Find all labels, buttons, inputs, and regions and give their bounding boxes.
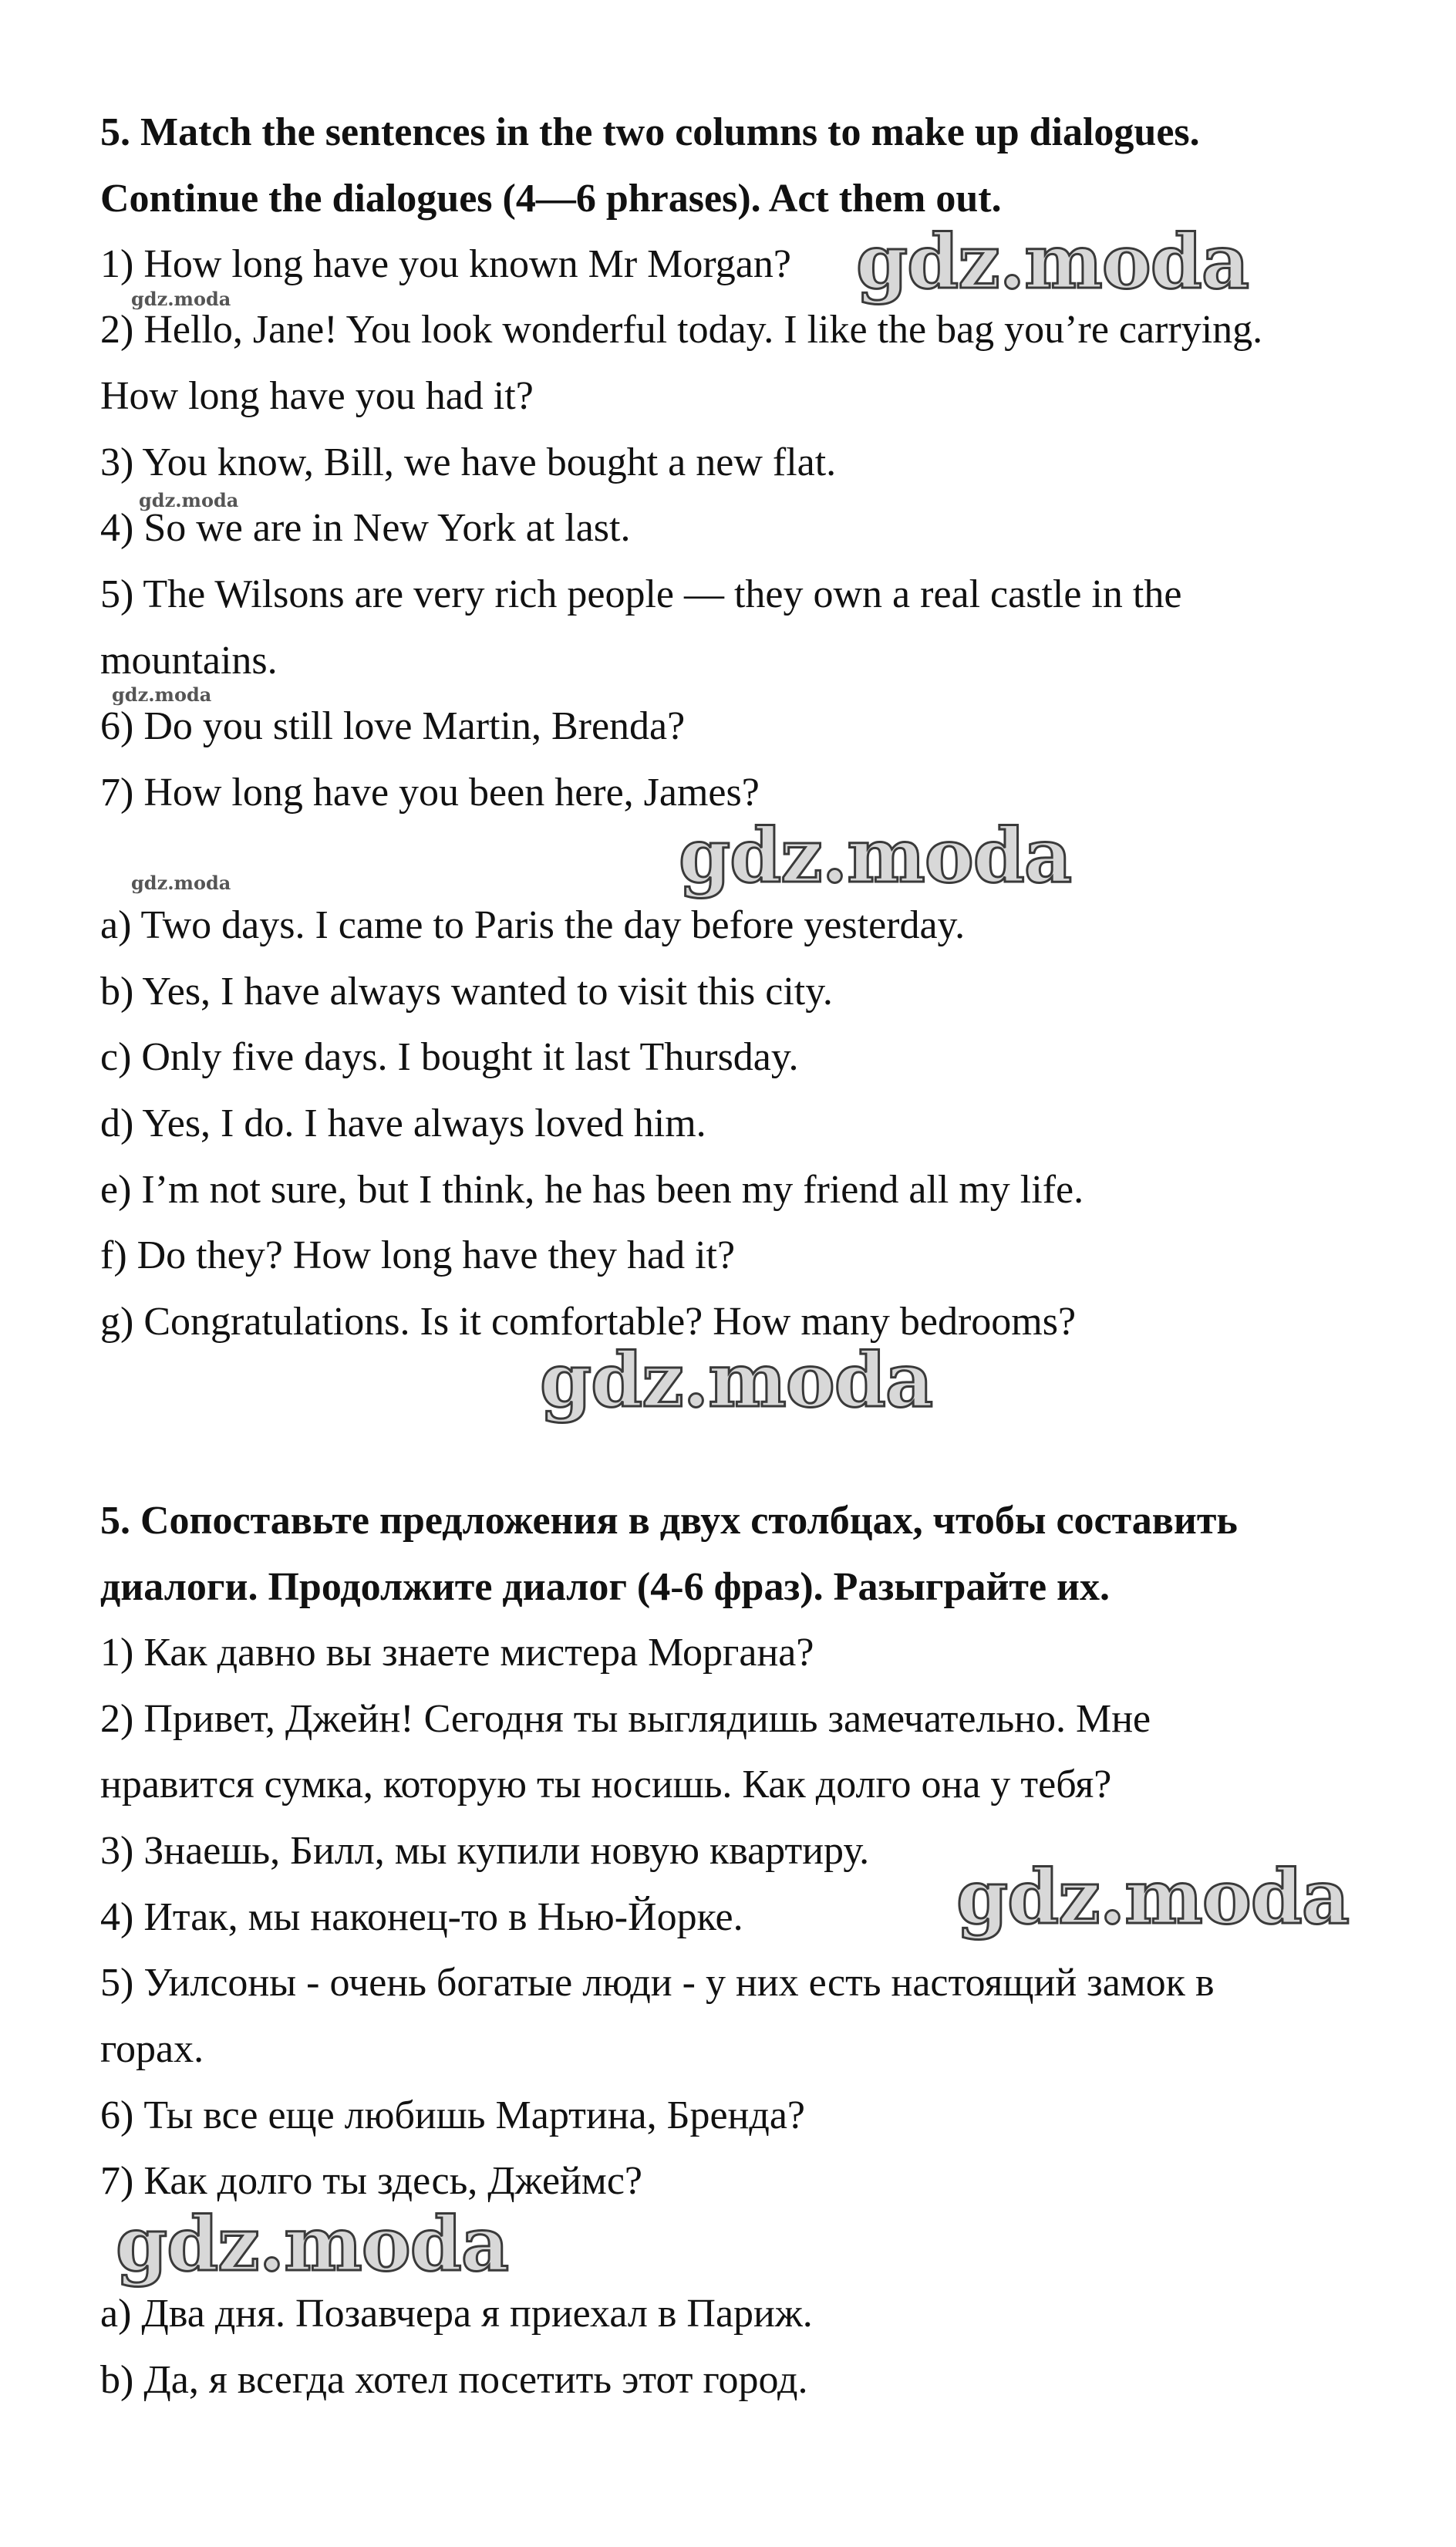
english-line: 1) How long have you known Mr Morgan? [100,242,791,286]
russian-line: нравится сумка, которую ты носишь. Как долго она у тебя? [100,1763,1112,1807]
english-title-line-2: Continue the dialogues (4—6 phrases). Act them out. [100,177,1002,221]
russian-line: 3) Знаешь, Билл, мы купили новую квартиру. [100,1829,870,1873]
english-line: How long have you had it? [100,374,534,418]
watermark-small: gdz.moda [131,288,231,310]
english-answer-line: f) Do they? How long have they had it? [100,1233,736,1277]
russian-line: 6) Ты все еще любишь Мартина, Бренда? [100,2093,805,2137]
english-line: 6) Do you still love Martin, Brenda? [100,704,686,748]
watermark-logo: gdz.moda [679,812,1072,899]
watermark-logo: gdz.moda [540,1337,933,1424]
english-answer-line: g) Congratulations. Is it comfortable? How many bedrooms? [100,1300,1077,1344]
russian-answer-line: b) Да, я всегда хотел посетить этот город. [100,2358,808,2402]
watermark-small: gdz.moda [131,872,231,894]
watermark-small: gdz.moda [112,683,212,706]
watermark-logo: gdz.moda [956,1854,1350,1941]
english-answer-line: b) Yes, I have always wanted to visit this city. [100,970,833,1014]
english-answer-line: a) Two days. I came to Paris the day before yesterday. [100,903,966,947]
russian-line: горах. [100,2027,204,2071]
english-line: 7) How long have you been here, James? [100,771,760,815]
english-line: 2) Hello, Jane! You look wonderful today. I like the bag you’re carrying. [100,308,1263,352]
russian-title-line-2: диалоги. Продолжите диалог (4-6 фраз). Разыграйте их. [100,1565,1111,1609]
russian-answer-line: a) Два дня. Позавчера я приехал в Париж. [100,2292,813,2336]
english-answer-line: d) Yes, I do. I have always loved him. [100,1101,706,1145]
english-answer-line: c) Only five days. I bought it last Thursday. [100,1035,799,1079]
russian-line: 1) Как давно вы знаете мистера Моргана? [100,1631,814,1675]
english-title-line-1: 5. Match the sentences in the two columns to make up dialogues. [100,110,1200,154]
english-answer-line: e) I’m not sure, but I think, he has been my friend all my life. [100,1168,1084,1212]
russian-line: 2) Привет, Джейн! Сегодня ты выглядишь замечательно. Мне [100,1697,1151,1741]
watermark-logo: gdz.moda [116,2201,509,2288]
russian-title-line-1: 5. Сопоставьте предложения в двух столбцах, чтобы составить [100,1499,1238,1543]
english-line: 3) You know, Bill, we have bought a new flat. [100,440,837,484]
russian-line: 4) Итак, мы наконец-то в Нью-Йорке. [100,1895,743,1939]
watermark-small: gdz.moda [139,489,239,511]
english-line: 4) So we are in New York at last. [100,506,631,550]
russian-line: 7) Как долго ты здесь, Джеймс? [100,2159,642,2203]
watermark-logo: gdz.moda [856,218,1249,305]
english-line: mountains. [100,639,278,683]
english-line: 5) The Wilsons are very rich people — they own a real castle in the [100,572,1182,616]
russian-line: 5) Уилсоны - очень богатые люди - у них есть настоящий замок в [100,1961,1215,2005]
